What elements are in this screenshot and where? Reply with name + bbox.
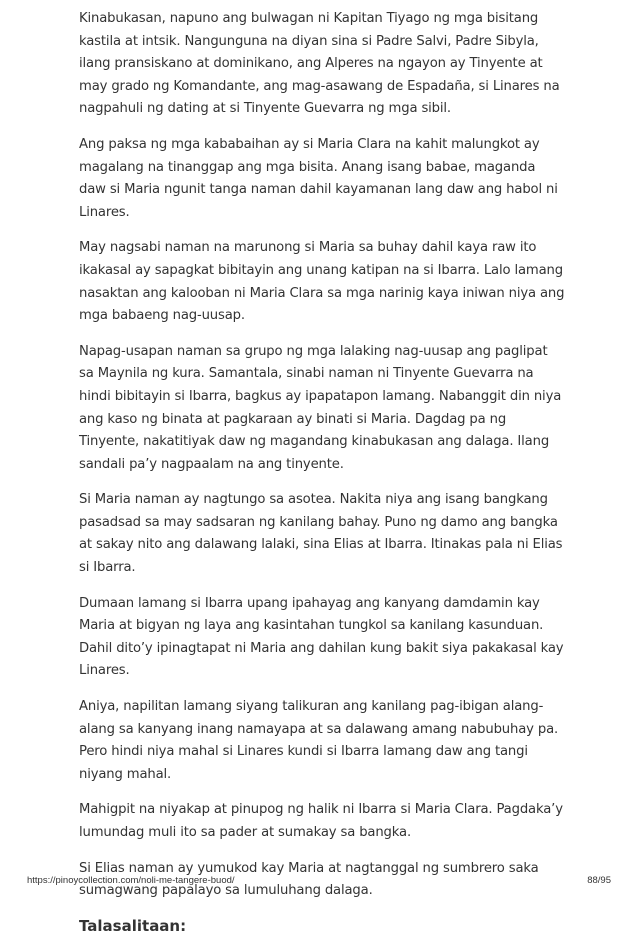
article-body [79, 8, 565, 936]
page-footer [0, 875, 638, 889]
paragraph: Aniya, napilitan lamang siyang talikuran ang kanilang pag-ibigan alang-alang sa kanyang inang namayapa at sa dalawang amang nabubuhay pa. Pero hindi niya mahal si Linares kundi si Ibarra lamang daw ang tangi niyang mahal. [79, 699, 559, 782]
paragraph: Si Elias naman ay yumukod kay Maria at nagtanggal ng sumbrero saka sumagwang papalayo sa lumuluhang dalaga. [79, 860, 539, 899]
paragraph: Si Maria naman ay nagtungo sa asotea. Nakita niya ang isang bangkang pasadsad sa may sadsaran ng kanilang bahay. Puno ng damo ang bangka at sakay nito ang dalawang lalaki, sina Elias at Ibarra. Itinakas pala ni Elias si Ibarra. [79, 492, 563, 576]
footer-url[interactable]: https://pinoycollection.com/noli-me-tangere-buod/ [27, 875, 235, 886]
paragraph: Mahigpit na niyakap at pinupog ng halik ni Ibarra si Maria Clara. Pagdaka’y lumundag muli ito sa pader at sumakay sa bangka. [79, 802, 563, 840]
page-number: 88/95 [587, 875, 611, 886]
paragraph: Napag-usapan naman sa grupo ng mga lalaking nag-uusap ang paglipat sa Maynila ng kura. Samantala, sinabi naman ni Tinyente Guevarra na hindi bibitayin si Ibarra, bagkus ay ipapatapon lamang. Nabanggit din niya ang kaso ng binata at pagkaraan ay binati si Maria. Dagdag pa ng Tinyente, nakatitiyak daw ng magandang kinabukasan ang dalaga. Ilang sandali pa’y nagpaalam na ang tinyente. [79, 343, 562, 472]
paragraph: May nagsabi naman na marunong si Maria sa buhay dahil kaya raw ito ikakasal ay sapagkat bibitayin ang unang katipan na si Ibarra. Lalo lamang nasaktan ang kalooban ni Maria Clara sa mga narinig kaya iniwan niya ang mga babaeng nag-uusap. [79, 240, 565, 324]
paragraph: Kinabukasan, napuno ang bulwagan ni Kapitan Tiyago ng mga bisitang kastila at intsik. Nangunguna na diyan sina si Padre Salvi, Padre Sibyla, ilang pransiskano at dominikano, ang Alperes na ngayon ay Tinyente at may grado ng Komandante, ang mag-asawang de Espadaña, si Linares na nagpahuli ng dating at si Tinyente Guevarra ng mga sibil. [79, 11, 560, 117]
paragraph: Ang paksa ng mga kababaihan ay si Maria Clara na kahit malungkot ay magalang na tinanggap ang mga bisita. Anang isang babae, maganda daw si Maria ngunit tanga naman dahil kayamanan lang daw ang habol ni Linares. [79, 136, 558, 220]
section-heading: Talasalitaan: [79, 916, 187, 935]
paragraph: Dumaan lamang si Ibarra upang ipahayag ang kanyang damdamin kay Maria at bigyan ng laya ang kasintahan tungkol sa kanilang kasunduan. Dahil dito’y ipinagtapat ni Maria ang dahilan kung bakit siya pakakasal kay Linares. [79, 595, 564, 679]
